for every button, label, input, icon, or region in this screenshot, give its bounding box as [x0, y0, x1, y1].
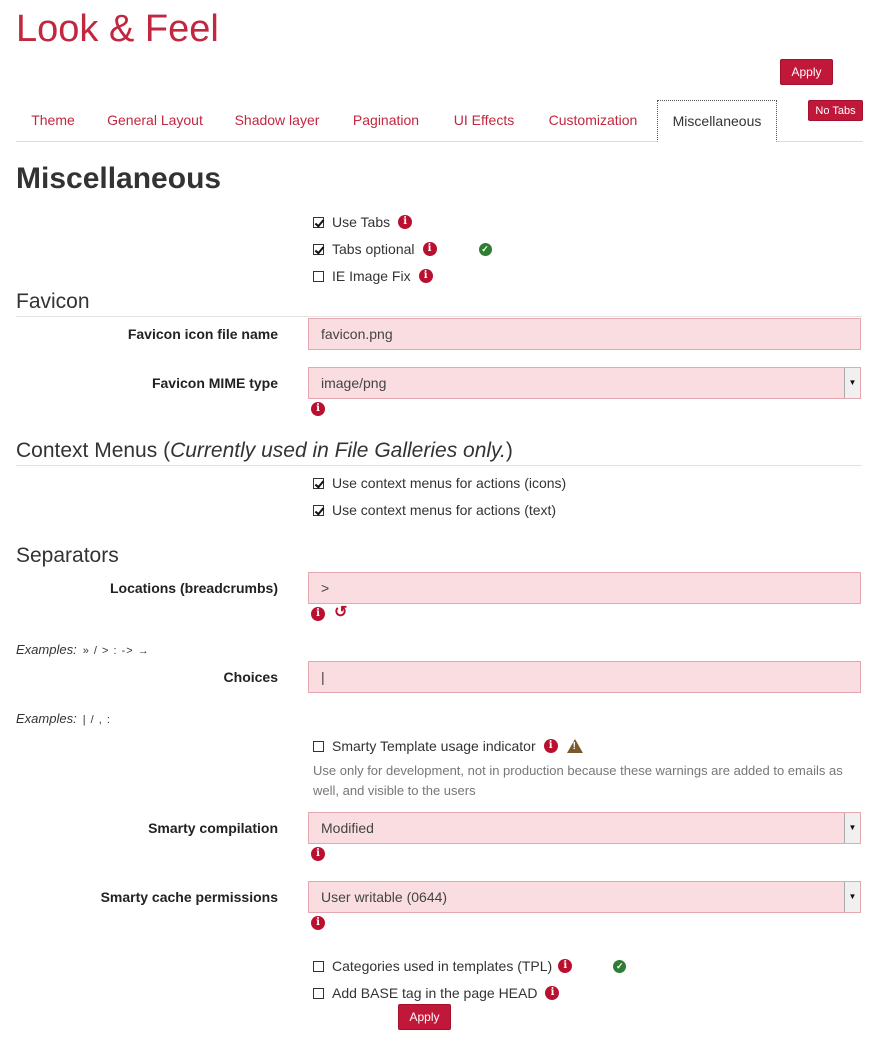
warning-icon: ! — [567, 739, 583, 753]
chevron-down-icon[interactable]: ▼ — [844, 368, 860, 398]
context-menus-icons-checkbox[interactable] — [313, 478, 324, 489]
tab-customization[interactable]: Customization — [548, 112, 638, 128]
choices-input[interactable]: | — [308, 661, 861, 693]
locations-breadcrumbs-label: Locations (breadcrumbs) — [109, 580, 278, 596]
info-icon[interactable]: i — [311, 916, 325, 930]
categories-tpl-label: Categories used in templates (TPL) — [332, 958, 553, 974]
info-icon[interactable]: i — [558, 959, 572, 973]
context-menus-icons-row — [313, 473, 566, 493]
info-icon[interactable]: i — [544, 739, 558, 753]
use-tabs-label: Use Tabs — [332, 214, 391, 230]
section-heading-context-menus: Context Menus (Currently used in File Galleries only.) — [16, 439, 513, 462]
info-icon[interactable]: i — [545, 986, 559, 1000]
use-tabs-row — [313, 212, 412, 232]
tab-ui-effects[interactable]: UI Effects — [453, 112, 515, 128]
categories-tpl-checkbox[interactable] — [313, 961, 324, 972]
apply-button-top[interactable]: Apply — [780, 59, 833, 85]
info-icon[interactable]: i — [398, 215, 412, 229]
favicon-mime-type-value: image/png — [321, 375, 387, 391]
smarty-indicator-help: Use only for development, not in production because these warnings are added to emails as well, and visible to the users — [313, 763, 843, 798]
info-icon[interactable]: i — [311, 607, 325, 621]
apply-button-bottom[interactable]: Apply — [398, 1004, 451, 1030]
tab-shadow-layer[interactable]: Shadow layer — [234, 112, 320, 128]
chevron-down-icon[interactable]: ▼ — [844, 882, 860, 912]
divider — [16, 316, 862, 317]
ie-image-fix-checkbox[interactable] — [313, 271, 324, 282]
check-circle-icon: ✓ — [613, 960, 626, 973]
use-tabs-checkbox[interactable] — [313, 217, 324, 228]
favicon-mime-type-label: Favicon MIME type — [151, 375, 278, 391]
tab-theme[interactable]: Theme — [31, 112, 75, 128]
smarty-cache-permissions-select[interactable] — [308, 881, 861, 913]
info-icon[interactable]: i — [311, 402, 325, 416]
context-menus-text-checkbox[interactable] — [313, 505, 324, 516]
smarty-indicator-checkbox[interactable] — [313, 741, 324, 752]
locations-examples: Examples: » / > : -> → — [16, 642, 150, 657]
tabs-optional-row — [313, 239, 492, 259]
ie-image-fix-row — [313, 266, 433, 286]
smarty-cache-permissions-value: User writable (0644) — [321, 889, 448, 905]
check-circle-icon: ✓ — [479, 243, 492, 256]
locations-breadcrumbs-input[interactable]: > — [308, 572, 861, 604]
tab-pagination[interactable]: Pagination — [352, 112, 420, 128]
smarty-compilation-label: Smarty compilation — [148, 820, 278, 836]
base-tag-checkbox[interactable] — [313, 988, 324, 999]
section-heading-miscellaneous: Miscellaneous — [16, 162, 222, 195]
smarty-indicator-label: Smarty Template usage indicator — [332, 738, 536, 754]
page-title: Look & Feel — [16, 8, 219, 50]
chevron-down-icon[interactable]: ▼ — [844, 813, 860, 843]
choices-label: Choices — [223, 669, 278, 685]
choices-examples: Examples: | / , : — [16, 711, 111, 726]
base-tag-row — [313, 983, 559, 1003]
smarty-indicator-row — [313, 736, 583, 756]
ie-image-fix-label: IE Image Fix — [332, 268, 411, 284]
context-menus-text-row — [313, 500, 556, 520]
divider — [16, 465, 862, 466]
undo-icon[interactable]: ↺ — [334, 604, 348, 621]
base-tag-label: Add BASE tag in the page HEAD — [332, 985, 538, 1001]
categories-tpl-row — [313, 956, 626, 976]
favicon-file-name-input[interactable]: favicon.png — [308, 318, 861, 350]
section-heading-separators: Separators — [16, 544, 119, 567]
tabs-optional-checkbox[interactable] — [313, 244, 324, 255]
tab-bar — [16, 100, 863, 142]
favicon-mime-type-select[interactable] — [308, 367, 861, 399]
context-menus-text-label: Use context menus for actions (text) — [332, 502, 557, 518]
info-icon[interactable]: i — [423, 242, 437, 256]
smarty-compilation-value: Modified — [321, 820, 374, 836]
tabs-optional-label: Tabs optional — [332, 241, 415, 257]
tab-miscellaneous[interactable]: Miscellaneous — [657, 100, 777, 142]
info-icon[interactable]: i — [311, 847, 325, 861]
tab-general-layout[interactable]: General Layout — [107, 112, 203, 128]
smarty-compilation-select[interactable] — [308, 812, 861, 844]
favicon-file-name-label: Favicon icon file name — [127, 326, 278, 342]
no-tabs-button[interactable]: No Tabs — [808, 100, 863, 121]
smarty-cache-permissions-label: Smarty cache permissions — [100, 889, 278, 905]
section-heading-favicon: Favicon — [16, 290, 90, 313]
info-icon[interactable]: i — [419, 269, 433, 283]
context-menus-icons-label: Use context menus for actions (icons) — [332, 475, 567, 491]
